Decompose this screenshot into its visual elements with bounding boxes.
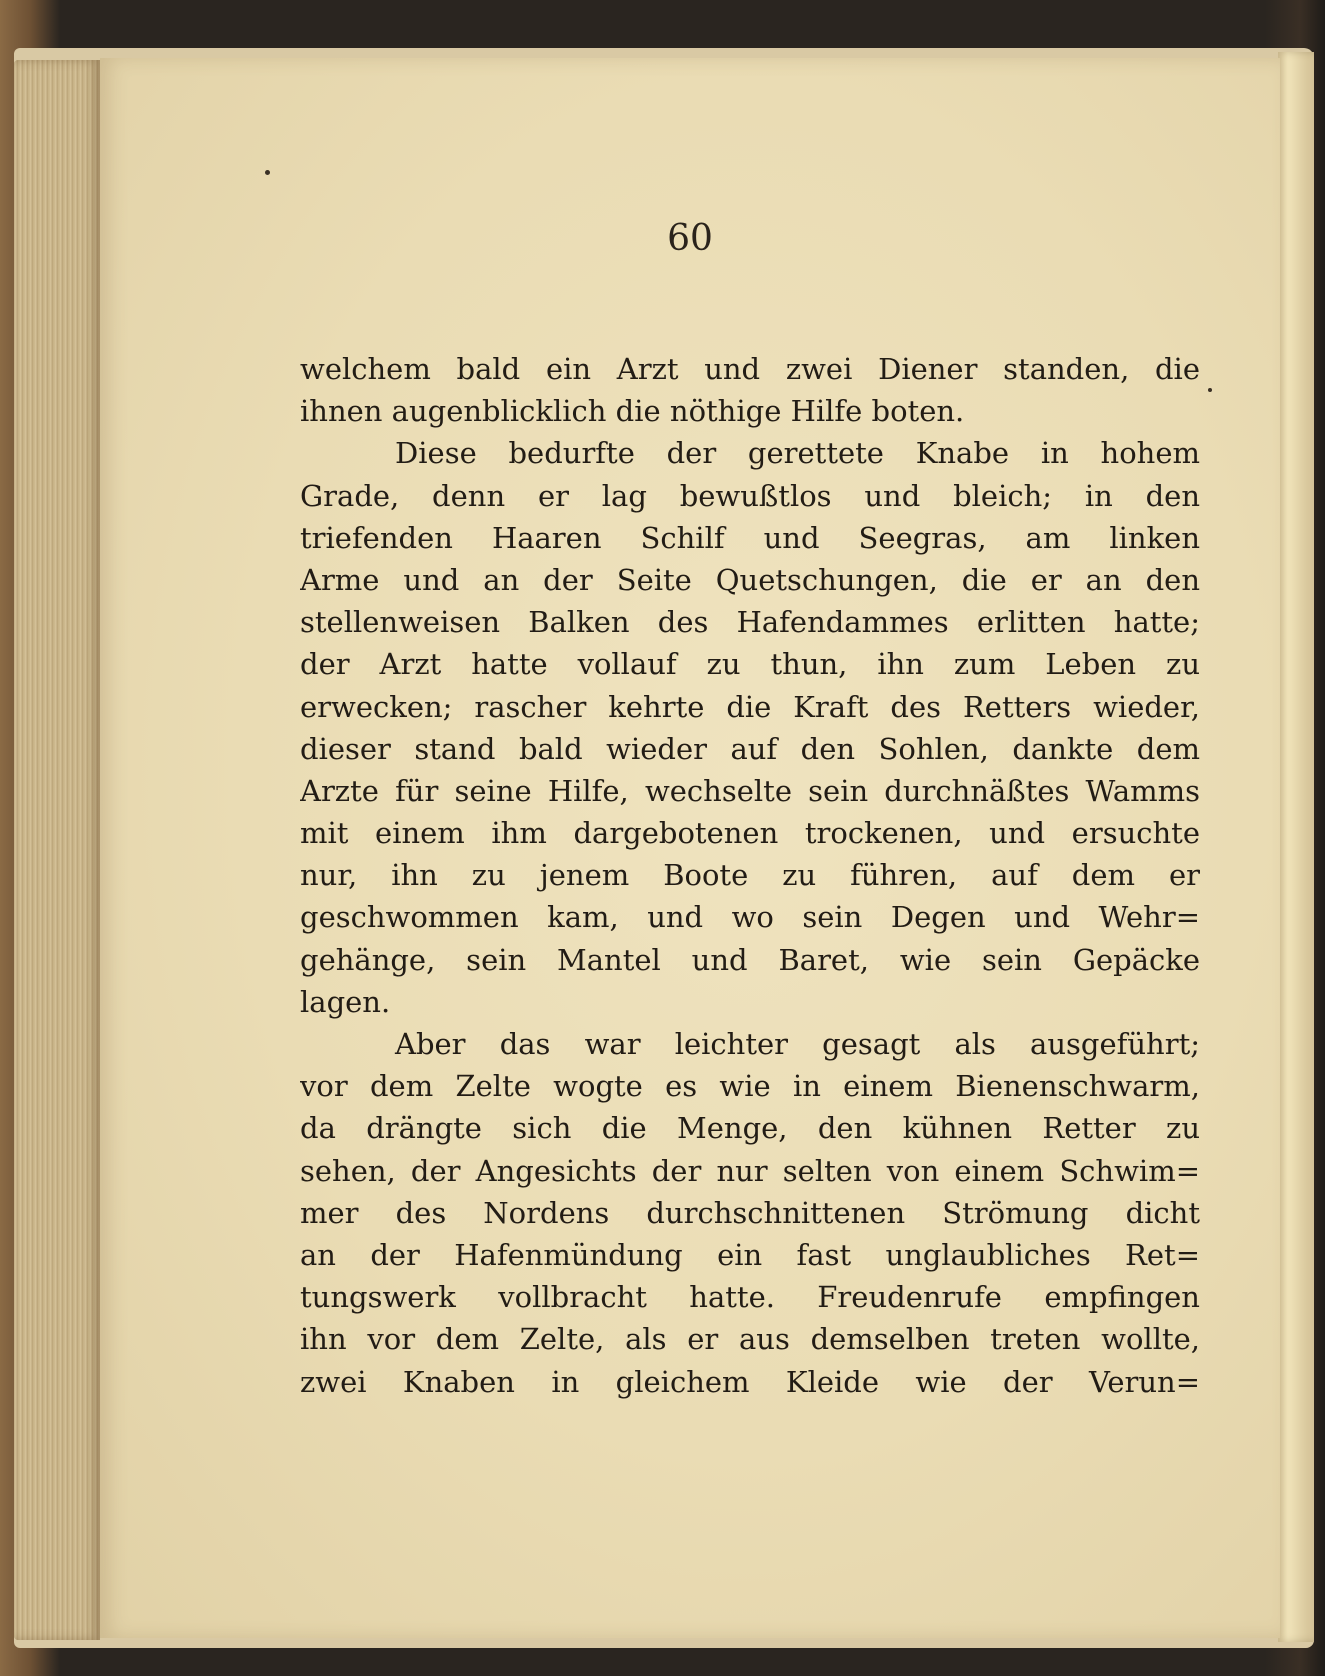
text-line: dieser stand bald wieder auf den Sohlen, dankte dem bbox=[300, 731, 1200, 766]
text-line: da drängte sich die Menge, den kühnen Retter zu bbox=[300, 1111, 1200, 1146]
facing-page-edge bbox=[1278, 52, 1314, 1642]
text-line: Arme und an der Seite Quetschungen, die er an den bbox=[300, 562, 1200, 597]
body-text bbox=[300, 348, 1200, 1403]
text-line: tungswerk vollbracht hatte. Freudenrufe empfingen bbox=[300, 1280, 1200, 1315]
text-line: ihnen augenblicklich die nöthige Hilfe boten. bbox=[300, 394, 965, 429]
text-line: geschwommen kam, und wo sein Degen und Wehr= bbox=[300, 900, 1200, 935]
text-line: ihn vor dem Zelte, als er aus demselben treten wollte, bbox=[300, 1322, 1200, 1357]
text-line: lagen. bbox=[300, 984, 391, 1019]
text-line: Arzte für seine Hilfe, wechselte sein durchnäßtes Wamms bbox=[300, 773, 1200, 808]
text-line: Aber das war leichter gesagt als ausgeführt; bbox=[395, 1027, 1200, 1061]
text-line: mit einem ihm dargebotenen trockenen, und ersuchte bbox=[300, 816, 1200, 851]
text-line: gehänge, sein Mantel und Baret, wie sein Gepäcke bbox=[300, 942, 1200, 977]
text-line: sehen, der Angesichts der nur selten von einem Schwim= bbox=[300, 1153, 1200, 1188]
text-line: mer des Nordens durchschnittenen Strömung dicht bbox=[300, 1195, 1200, 1230]
text-line: der Arzt hatte vollauf zu thun, ihn zum Leben zu bbox=[300, 647, 1200, 682]
text-line: Diese bedurfte der gerettete Knabe in hohem bbox=[395, 436, 1200, 471]
text-line: nur, ihn zu jenem Boote zu führen, auf dem er bbox=[300, 858, 1200, 893]
text-line: triefenden Haaren Schilf und Seegras, am linken bbox=[300, 520, 1200, 555]
paper-speck bbox=[1208, 388, 1212, 392]
text-line: stellenweisen Balken des Hafendammes erlitten hatte; bbox=[300, 605, 1200, 640]
page-number: 60 bbox=[667, 218, 713, 259]
text-line: zwei Knaben in gleichem Kleide wie der Verun= bbox=[300, 1364, 1200, 1399]
book-page bbox=[100, 58, 1280, 1638]
text-line: an der Hafenmündung ein fast unglaubliches Ret= bbox=[300, 1237, 1200, 1272]
text-line: erwecken; rascher kehrte die Kraft des Retters wieder, bbox=[300, 689, 1200, 724]
paper-speck bbox=[265, 170, 270, 175]
text-line: vor dem Zelte wogte es wie in einem Bienenschwarm, bbox=[300, 1069, 1200, 1104]
page-stack-edge bbox=[14, 60, 100, 1640]
text-line: welchem bald ein Arzt und zwei Diener standen, die bbox=[300, 352, 1200, 386]
text-line: Grade, denn er lag bewußtlos und bleich; in den bbox=[300, 478, 1200, 513]
